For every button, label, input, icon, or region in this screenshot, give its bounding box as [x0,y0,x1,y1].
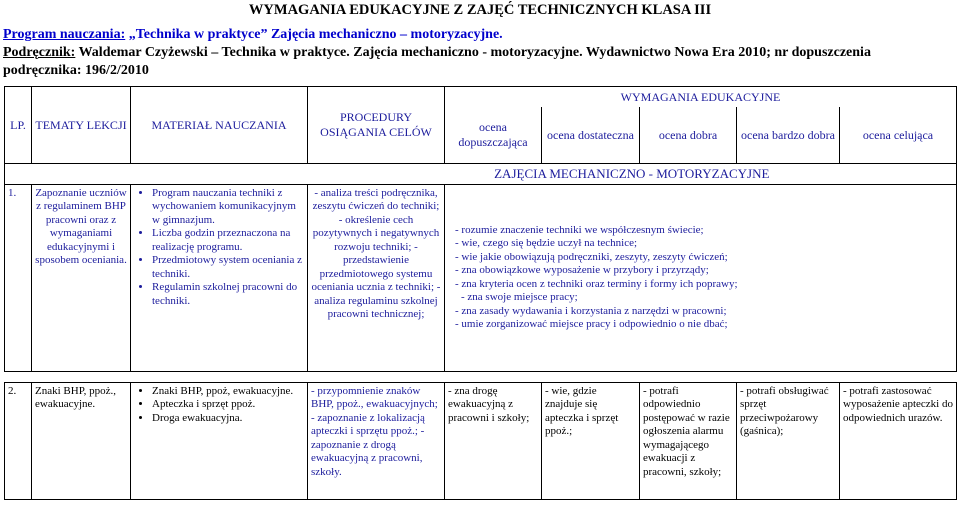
document-title: WYMAGANIA EDUKACYJNE Z ZAJĘĆ TECHNICZNYCH KLASA III [248,2,712,18]
requirement-item: - zna obowiązkowe wyposażenie w przybory i przyrządy; [455,264,709,276]
row2-procedures: - przypomnienie znaków BHP, ppoż., ewakuacyjnych; - zapoznanie z lokalizacją apteczki i sprzętu ppoż.; - zapoznanie z drogą ewakuacyjną z pracowni, szkoły. [308,382,445,499]
program-label: Program nauczania: [3,27,126,42]
header-grade-dopuszczajaca: ocena dopuszczająca [445,107,542,164]
header-material: MATERIAŁ NAUCZANIA [131,87,308,164]
row2-lp: 2. [5,382,32,499]
header-topics: TEMATY LEKCJI [32,87,131,164]
program-value: „Technika w praktyce” Zajęcia mechaniczno – motoryzacyjne. [125,27,503,42]
row2-material-item: • Apteczka i sprzęt ppoż. [152,398,304,412]
row1-material-item: • Program nauczania techniki z wychowaniem komunikacyjnym w gimnazjum. [152,187,304,228]
requirement-item: - zna kryteria ocen z techniki oraz terminy i formy ich poprawy; [455,277,738,290]
row1-material-item: • Liczba godzin przeznaczona na realizację programu. [152,227,304,254]
row2-material-item: • Droga ewakuacyjna. [152,412,304,426]
row1-material [131,184,308,371]
row1-topic: Zapoznanie uczniów z regulaminem BHP pracowni oraz z wymaganiami edukacyjnymi i sposobem oceniania. [32,184,131,371]
row2-material [131,382,308,499]
requirement-item: - zna swoje miejsce pracy; [461,291,578,303]
row1-procedures: - analiza treści podręcznika, zeszytu ćwiczeń do techniki; - określenie cech pozytywnych i negatywnych rozwoju techniki; - przedstawienie przedmiotowego systemu oceniania ucznia z techniki; - analiza regulaminu szkolnej pracowni technicznej; [308,184,445,371]
requirement-item: - zna zasady wydawania i korzystania z narzędzi w pracowni; [455,304,727,317]
textbook-line [3,45,958,61]
header-grade-bardzo-dobra: ocena bardzo dobra [737,107,840,164]
requirement-item: - wie, czego się będzie uczył na technice; [455,237,638,249]
textbook-value: Waldemar Czyżewski – Technika w praktyce. Zajęcia mechaniczno - motoryzacyjne. Wydawnictwo Nowa Era 2010; nr dopuszczenia [75,45,871,60]
row1-requirements [445,184,957,371]
row2-grade-dostateczna: - wie, gdzie znajduje się apteczka i sprzęt ppoż.; [542,382,640,499]
row1-material-item: • Regulamin szkolnej pracowni do techniki. [152,281,304,308]
textbook-label: Podręcznik: [3,45,76,60]
row2-topic: Znaki BHP, ppoż., ewakuacyjne. [32,382,131,499]
row2-grade-celujaca: - potrafi zastosować wyposażenie apteczki do odpowiednich urazów. [840,382,957,499]
header-grade-celujaca: ocena celująca [840,107,957,164]
requirement-item: - umie zorganizować miejsce pracy i odpowiednio o nie dbać; [455,318,728,330]
textbook-cont: podręcznika: 196/2/2010 [3,63,149,78]
row2-grade-bardzo-dobra: - potrafi obsługiwać sprzęt przeciwpożarowy (gaśnica); [737,382,840,499]
row1-lp: 1. [5,184,32,371]
header-grade-dostateczna: ocena dostateczna [542,107,640,164]
row2-material-item: • Znaki BHP, ppoż, ewakuacyjne. [152,385,304,399]
header-grade-dobra: ocena dobra [640,107,737,164]
requirement-item: - rozumie znaczenie techniki we współczesnym świecie; [455,223,704,236]
row2-grade-dobra: - potrafi odpowiednio postępować w razie ogłoszenia alarmu wymagającego ewakuacji z pracowni, szkoły; [640,382,737,499]
row1-material-item: • Przedmiotowy system oceniania z techniki. [152,254,304,281]
header-procedures: PROCEDURY OSIĄGANIA CELÓW [308,87,445,164]
program-line [3,27,503,43]
requirement-item: - wie jakie obowiązują podręczniki, zeszyty, zeszyty ćwiczeń; [455,250,728,263]
requirements-table [4,86,957,500]
header-lp: LP. [5,87,32,164]
row2-grade-dopuszczajaca: - zna drogę ewakuacyjną z pracowni i szkoły; [445,382,542,499]
header-requirements: WYMAGANIA EDUKACYJNE [445,87,957,108]
section-title: ZAJĘCIA MECHANICZNO - MOTORYZACYJNE [308,164,957,185]
